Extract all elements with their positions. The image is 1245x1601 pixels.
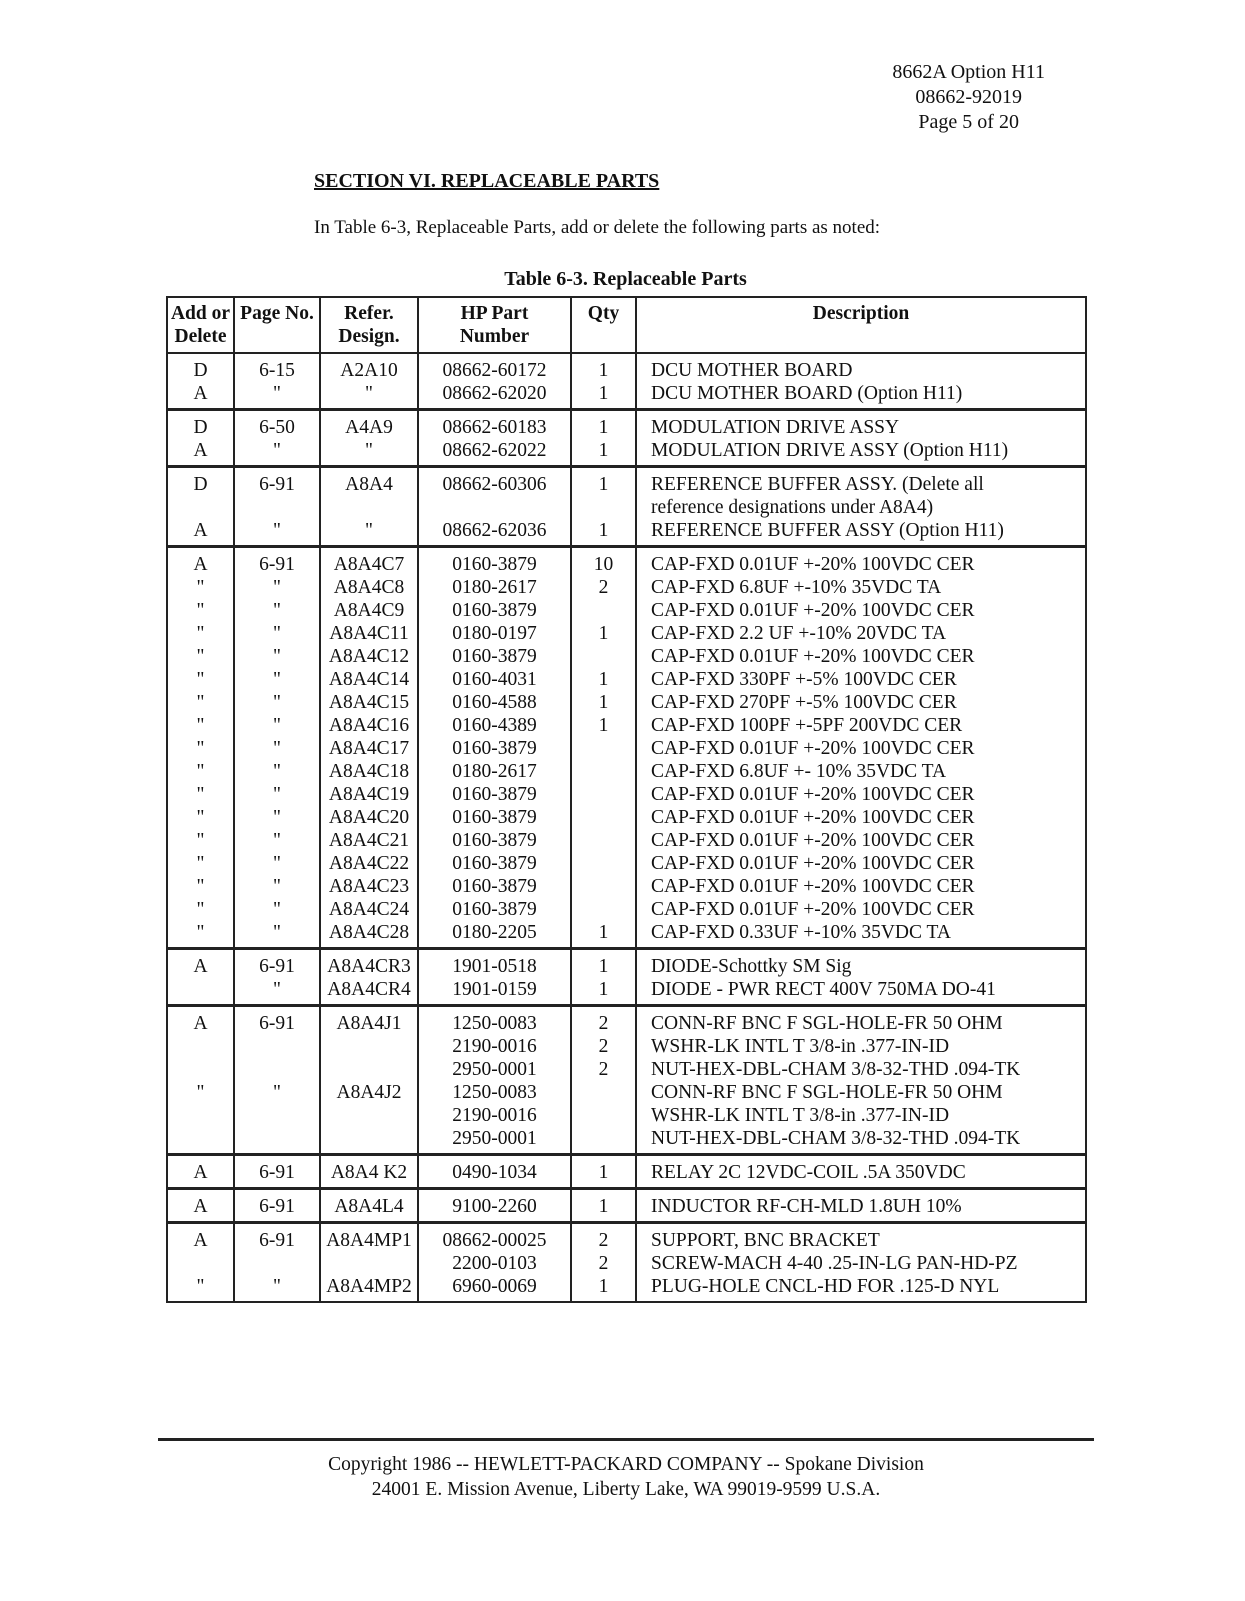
parts-group — [167, 949, 1086, 1006]
cell-description: NUT-HEX-DBL-CHAM 3/8-32-THD .094-TK — [636, 1058, 1086, 1081]
cell-refer-design: A8A4J1 — [320, 1006, 418, 1036]
cell-refer-design: A8A4C17 — [320, 737, 418, 760]
cell-qty — [571, 829, 636, 852]
parts-group — [167, 1189, 1086, 1223]
cell-add-delete — [167, 1127, 234, 1155]
cell-description: MODULATION DRIVE ASSY — [636, 410, 1086, 440]
cell-add-delete: D — [167, 467, 234, 497]
cell-page-no: " — [234, 978, 320, 1006]
cell-add-delete: " — [167, 1081, 234, 1104]
table-header-row — [167, 297, 1086, 353]
cell-description: DCU MOTHER BOARD — [636, 353, 1086, 382]
table-caption: Table 6-3. Replaceable Parts — [504, 268, 747, 290]
cell-add-delete: " — [167, 806, 234, 829]
cell-add-delete: D — [167, 410, 234, 440]
table-row — [167, 353, 1086, 382]
cell-qty — [571, 806, 636, 829]
cell-hp-part-number: 08662-60306 — [418, 467, 571, 497]
document-header — [892, 60, 1045, 135]
cell-page-no — [234, 1035, 320, 1058]
cell-refer-design: A8A4MP1 — [320, 1223, 418, 1253]
document-number: 08662-92019 — [915, 86, 1023, 108]
cell-refer-design: A8A4C9 — [320, 599, 418, 622]
cell-refer-design: A8A4 K2 — [320, 1155, 418, 1189]
cell-refer-design — [320, 1104, 418, 1127]
cell-description: DIODE - PWR RECT 400V 750MA DO-41 — [636, 978, 1086, 1006]
cell-refer-design: A8A4C7 — [320, 547, 418, 577]
cell-refer-design — [320, 1058, 418, 1081]
cell-description: SCREW-MACH 4-40 .25-IN-LG PAN-HD-PZ — [636, 1252, 1086, 1275]
cell-description: PLUG-HOLE CNCL-HD FOR .125-D NYL — [636, 1275, 1086, 1302]
cell-page-no: " — [234, 439, 320, 467]
cell-description: CAP-FXD 0.33UF +-10% 35VDC TA — [636, 921, 1086, 949]
cell-hp-part-number: 0160-3879 — [418, 645, 571, 668]
table-row — [167, 1275, 1086, 1302]
cell-qty: 1 — [571, 714, 636, 737]
parts-group — [167, 1155, 1086, 1189]
cell-qty — [571, 783, 636, 806]
table-row — [167, 668, 1086, 691]
cell-description: CAP-FXD 330PF +-5% 100VDC CER — [636, 668, 1086, 691]
cell-add-delete — [167, 1035, 234, 1058]
cell-refer-design: A8A4C24 — [320, 898, 418, 921]
cell-qty — [571, 760, 636, 783]
cell-page-no: 6-91 — [234, 1189, 320, 1223]
cell-refer-design: A8A4C15 — [320, 691, 418, 714]
cell-refer-design: A8A4C14 — [320, 668, 418, 691]
table-row — [167, 576, 1086, 599]
cell-qty: 1 — [571, 949, 636, 979]
cell-qty — [571, 1127, 636, 1155]
cell-description: WSHR-LK INTL T 3/8-in .377-IN-ID — [636, 1035, 1086, 1058]
cell-page-no: 6-91 — [234, 547, 320, 577]
table-row — [167, 410, 1086, 440]
cell-hp-part-number: 2950-0001 — [418, 1058, 571, 1081]
table-row — [167, 1058, 1086, 1081]
col-header-refer-design: Refer. Design. — [320, 297, 418, 353]
cell-hp-part-number: 9100-2260 — [418, 1189, 571, 1223]
col-header-description: Description — [636, 297, 1086, 353]
cell-hp-part-number: 0180-2205 — [418, 921, 571, 949]
cell-page-no: " — [234, 519, 320, 547]
cell-hp-part-number: 0160-3879 — [418, 829, 571, 852]
cell-refer-design: A8A4J2 — [320, 1081, 418, 1104]
section-title: SECTION VI. REPLACEABLE PARTS — [314, 170, 660, 192]
cell-qty: 2 — [571, 1058, 636, 1081]
parts-group — [167, 410, 1086, 467]
cell-description: CONN-RF BNC F SGL-HOLE-FR 50 OHM — [636, 1081, 1086, 1104]
cell-add-delete: " — [167, 1275, 234, 1302]
cell-hp-part-number: 0160-4588 — [418, 691, 571, 714]
table-row — [167, 1189, 1086, 1223]
cell-page-no: " — [234, 645, 320, 668]
copyright-line: Copyright 1986 -- HEWLETT-PACKARD COMPANY -- Spokane Division — [328, 1454, 924, 1475]
cell-page-no: " — [234, 829, 320, 852]
cell-qty — [571, 1104, 636, 1127]
cell-page-no: 6-15 — [234, 353, 320, 382]
cell-add-delete — [167, 1252, 234, 1275]
cell-page-no: " — [234, 1081, 320, 1104]
cell-description: CAP-FXD 0.01UF +-20% 100VDC CER — [636, 829, 1086, 852]
parts-group — [167, 1223, 1086, 1303]
table-row — [167, 467, 1086, 497]
cell-hp-part-number: 0160-3879 — [418, 783, 571, 806]
cell-page-no: " — [234, 622, 320, 645]
cell-qty: 2 — [571, 1035, 636, 1058]
table-row — [167, 1006, 1086, 1036]
table-row — [167, 496, 1086, 519]
table-row — [167, 783, 1086, 806]
cell-qty: 1 — [571, 410, 636, 440]
cell-add-delete — [167, 1104, 234, 1127]
table-row — [167, 645, 1086, 668]
cell-qty: 1 — [571, 978, 636, 1006]
cell-qty: 1 — [571, 691, 636, 714]
cell-page-no: " — [234, 737, 320, 760]
cell-description: CAP-FXD 270PF +-5% 100VDC CER — [636, 691, 1086, 714]
cell-add-delete — [167, 496, 234, 519]
table-row — [167, 978, 1086, 1006]
cell-qty: 1 — [571, 921, 636, 949]
cell-add-delete: " — [167, 714, 234, 737]
cell-hp-part-number: 08662-60183 — [418, 410, 571, 440]
cell-add-delete: A — [167, 547, 234, 577]
cell-add-delete: A — [167, 439, 234, 467]
cell-refer-design — [320, 1127, 418, 1155]
cell-qty: 2 — [571, 1252, 636, 1275]
table-row — [167, 806, 1086, 829]
cell-hp-part-number: 1901-0159 — [418, 978, 571, 1006]
table-row — [167, 382, 1086, 410]
cell-description: CAP-FXD 6.8UF +-10% 35VDC TA — [636, 576, 1086, 599]
cell-hp-part-number: 0160-4389 — [418, 714, 571, 737]
table-row — [167, 898, 1086, 921]
cell-add-delete: " — [167, 783, 234, 806]
cell-description: DCU MOTHER BOARD (Option H11) — [636, 382, 1086, 410]
cell-description: CAP-FXD 0.01UF +-20% 100VDC CER — [636, 599, 1086, 622]
table-row — [167, 760, 1086, 783]
cell-refer-design: A8A4C11 — [320, 622, 418, 645]
cell-page-no: " — [234, 921, 320, 949]
cell-qty — [571, 645, 636, 668]
table-row — [167, 1081, 1086, 1104]
cell-add-delete: A — [167, 1189, 234, 1223]
cell-page-no: 6-91 — [234, 467, 320, 497]
cell-page-no — [234, 1252, 320, 1275]
cell-refer-design: A8A4C16 — [320, 714, 418, 737]
cell-add-delete: " — [167, 622, 234, 645]
cell-hp-part-number: 2950-0001 — [418, 1127, 571, 1155]
cell-refer-design: A8A4CR3 — [320, 949, 418, 979]
cell-page-no: " — [234, 898, 320, 921]
cell-refer-design: A4A9 — [320, 410, 418, 440]
cell-add-delete: " — [167, 737, 234, 760]
cell-qty: 1 — [571, 519, 636, 547]
cell-description: CAP-FXD 0.01UF +-20% 100VDC CER — [636, 898, 1086, 921]
cell-qty: 2 — [571, 1223, 636, 1253]
cell-qty — [571, 875, 636, 898]
cell-qty — [571, 496, 636, 519]
cell-page-no: " — [234, 875, 320, 898]
cell-description: SUPPORT, BNC BRACKET — [636, 1223, 1086, 1253]
cell-hp-part-number — [418, 496, 571, 519]
cell-refer-design: A8A4C19 — [320, 783, 418, 806]
cell-qty — [571, 852, 636, 875]
col-header-hp-part-number: HP Part Number — [418, 297, 571, 353]
cell-description: CAP-FXD 2.2 UF +-10% 20VDC TA — [636, 622, 1086, 645]
cell-description: MODULATION DRIVE ASSY (Option H11) — [636, 439, 1086, 467]
cell-page-no: 6-50 — [234, 410, 320, 440]
col-header-page-no: Page No. — [234, 297, 320, 353]
cell-page-no: " — [234, 599, 320, 622]
cell-add-delete: " — [167, 829, 234, 852]
cell-refer-design: A8A4C12 — [320, 645, 418, 668]
cell-page-no — [234, 496, 320, 519]
table-row — [167, 1155, 1086, 1189]
model-option: 8662A Option H11 — [892, 61, 1045, 83]
cell-page-no: " — [234, 852, 320, 875]
cell-hp-part-number: 0160-3879 — [418, 875, 571, 898]
cell-hp-part-number: 08662-00025 — [418, 1223, 571, 1253]
cell-hp-part-number: 0160-3879 — [418, 737, 571, 760]
cell-description: CAP-FXD 0.01UF +-20% 100VDC CER — [636, 737, 1086, 760]
cell-page-no: " — [234, 576, 320, 599]
cell-page-no: 6-91 — [234, 1006, 320, 1036]
cell-add-delete: " — [167, 852, 234, 875]
cell-page-no: " — [234, 382, 320, 410]
cell-refer-design: A8A4C20 — [320, 806, 418, 829]
cell-add-delete: D — [167, 353, 234, 382]
footer — [158, 1452, 1094, 1502]
cell-hp-part-number: 0160-3879 — [418, 806, 571, 829]
cell-hp-part-number: 0160-3879 — [418, 852, 571, 875]
cell-description: CONN-RF BNC F SGL-HOLE-FR 50 OHM — [636, 1006, 1086, 1036]
cell-qty: 10 — [571, 547, 636, 577]
cell-hp-part-number: 0160-3879 — [418, 898, 571, 921]
cell-refer-design: A8A4C22 — [320, 852, 418, 875]
cell-qty — [571, 1081, 636, 1104]
cell-page-no — [234, 1127, 320, 1155]
cell-description: REFERENCE BUFFER ASSY. (Delete all — [636, 467, 1086, 497]
table-row — [167, 949, 1086, 979]
cell-hp-part-number: 0160-4031 — [418, 668, 571, 691]
table-row — [167, 737, 1086, 760]
cell-refer-design: A2A10 — [320, 353, 418, 382]
replaceable-parts-table — [166, 296, 1087, 1303]
cell-refer-design: A8A4C21 — [320, 829, 418, 852]
parts-group — [167, 547, 1086, 949]
cell-qty: 1 — [571, 1275, 636, 1302]
cell-add-delete: A — [167, 1006, 234, 1036]
cell-description: CAP-FXD 0.01UF +-20% 100VDC CER — [636, 806, 1086, 829]
parts-group — [167, 353, 1086, 410]
cell-description: WSHR-LK INTL T 3/8-in .377-IN-ID — [636, 1104, 1086, 1127]
cell-add-delete: " — [167, 599, 234, 622]
cell-page-no: " — [234, 1275, 320, 1302]
cell-page-no — [234, 1104, 320, 1127]
cell-hp-part-number: 08662-62022 — [418, 439, 571, 467]
cell-add-delete: " — [167, 898, 234, 921]
cell-refer-design — [320, 496, 418, 519]
table-row — [167, 1035, 1086, 1058]
table-row — [167, 852, 1086, 875]
cell-add-delete: A — [167, 1155, 234, 1189]
cell-description: REFERENCE BUFFER ASSY (Option H11) — [636, 519, 1086, 547]
cell-add-delete: A — [167, 382, 234, 410]
cell-refer-design — [320, 1035, 418, 1058]
cell-hp-part-number: 08662-62020 — [418, 382, 571, 410]
cell-description: CAP-FXD 6.8UF +- 10% 35VDC TA — [636, 760, 1086, 783]
cell-description: RELAY 2C 12VDC-COIL .5A 350VDC — [636, 1155, 1086, 1189]
cell-hp-part-number: 0490-1034 — [418, 1155, 571, 1189]
cell-qty: 1 — [571, 1155, 636, 1189]
cell-add-delete — [167, 1058, 234, 1081]
cell-add-delete: A — [167, 1223, 234, 1253]
cell-page-no: " — [234, 806, 320, 829]
table-row — [167, 439, 1086, 467]
cell-hp-part-number: 0180-2617 — [418, 576, 571, 599]
cell-add-delete: " — [167, 576, 234, 599]
table-row — [167, 1252, 1086, 1275]
cell-qty: 2 — [571, 1006, 636, 1036]
cell-description: CAP-FXD 0.01UF +-20% 100VDC CER — [636, 547, 1086, 577]
cell-page-no: 6-91 — [234, 949, 320, 979]
cell-qty: 2 — [571, 576, 636, 599]
cell-add-delete: " — [167, 760, 234, 783]
col-header-add-delete: Add or Delete — [167, 297, 234, 353]
cell-add-delete: A — [167, 519, 234, 547]
cell-refer-design: A8A4L4 — [320, 1189, 418, 1223]
table-row — [167, 622, 1086, 645]
table-row — [167, 519, 1086, 547]
cell-refer-design: A8A4C23 — [320, 875, 418, 898]
cell-page-no: " — [234, 760, 320, 783]
cell-refer-design: A8A4C28 — [320, 921, 418, 949]
cell-refer-design: A8A4MP2 — [320, 1275, 418, 1302]
cell-refer-design — [320, 1252, 418, 1275]
page-number: Page 5 of 20 — [918, 111, 1019, 133]
cell-hp-part-number: 08662-60172 — [418, 353, 571, 382]
cell-hp-part-number: 2200-0103 — [418, 1252, 571, 1275]
cell-add-delete: " — [167, 645, 234, 668]
table-row — [167, 1127, 1086, 1155]
intro-text: In Table 6-3, Replaceable Parts, add or delete the following parts as noted: — [314, 217, 881, 238]
cell-qty: 1 — [571, 353, 636, 382]
cell-add-delete: " — [167, 875, 234, 898]
cell-description: DIODE-Schottky SM Sig — [636, 949, 1086, 979]
cell-hp-part-number: 1250-0083 — [418, 1081, 571, 1104]
cell-qty: 1 — [571, 382, 636, 410]
parts-group — [167, 467, 1086, 547]
cell-page-no: 6-91 — [234, 1223, 320, 1253]
cell-page-no: " — [234, 668, 320, 691]
cell-add-delete — [167, 978, 234, 1006]
table-row — [167, 599, 1086, 622]
cell-hp-part-number: 1901-0518 — [418, 949, 571, 979]
cell-description: NUT-HEX-DBL-CHAM 3/8-32-THD .094-TK — [636, 1127, 1086, 1155]
cell-description: CAP-FXD 0.01UF +-20% 100VDC CER — [636, 875, 1086, 898]
cell-hp-part-number: 08662-62036 — [418, 519, 571, 547]
cell-hp-part-number: 6960-0069 — [418, 1275, 571, 1302]
table-row — [167, 714, 1086, 737]
cell-refer-design: " — [320, 519, 418, 547]
cell-refer-design: A8A4CR4 — [320, 978, 418, 1006]
cell-qty — [571, 737, 636, 760]
table-row — [167, 1223, 1086, 1253]
cell-add-delete: A — [167, 949, 234, 979]
cell-page-no — [234, 1058, 320, 1081]
col-header-qty: Qty — [571, 297, 636, 353]
cell-description: INDUCTOR RF-CH-MLD 1.8UH 10% — [636, 1189, 1086, 1223]
cell-page-no: " — [234, 691, 320, 714]
cell-page-no: " — [234, 714, 320, 737]
table-row — [167, 875, 1086, 898]
cell-hp-part-number: 0160-3879 — [418, 547, 571, 577]
cell-qty — [571, 599, 636, 622]
cell-add-delete: " — [167, 691, 234, 714]
cell-page-no: 6-91 — [234, 1155, 320, 1189]
address-line: 24001 E. Mission Avenue, Liberty Lake, WA 99019-9599 U.S.A. — [371, 1479, 881, 1500]
cell-hp-part-number: 0160-3879 — [418, 599, 571, 622]
cell-description: CAP-FXD 100PF +-5PF 200VDC CER — [636, 714, 1086, 737]
cell-refer-design: " — [320, 439, 418, 467]
cell-description: reference designations under A8A4) — [636, 496, 1086, 519]
cell-description: CAP-FXD 0.01UF +-20% 100VDC CER — [636, 645, 1086, 668]
cell-refer-design: A8A4C18 — [320, 760, 418, 783]
parts-group — [167, 1006, 1086, 1155]
cell-hp-part-number: 1250-0083 — [418, 1006, 571, 1036]
cell-refer-design: " — [320, 382, 418, 410]
cell-qty: 1 — [571, 668, 636, 691]
cell-hp-part-number: 0180-2617 — [418, 760, 571, 783]
table-row — [167, 829, 1086, 852]
table-row — [167, 1104, 1086, 1127]
cell-qty: 1 — [571, 467, 636, 497]
cell-hp-part-number: 2190-0016 — [418, 1104, 571, 1127]
cell-page-no: " — [234, 783, 320, 806]
footer-divider — [158, 1438, 1094, 1441]
cell-description: CAP-FXD 0.01UF +-20% 100VDC CER — [636, 852, 1086, 875]
cell-description: CAP-FXD 0.01UF +-20% 100VDC CER — [636, 783, 1086, 806]
cell-refer-design: A8A4C8 — [320, 576, 418, 599]
cell-qty: 1 — [571, 439, 636, 467]
cell-hp-part-number: 0180-0197 — [418, 622, 571, 645]
cell-qty: 1 — [571, 622, 636, 645]
cell-add-delete: " — [167, 921, 234, 949]
table-row — [167, 921, 1086, 949]
table-row — [167, 547, 1086, 577]
cell-refer-design: A8A4 — [320, 467, 418, 497]
table-row — [167, 691, 1086, 714]
cell-hp-part-number: 2190-0016 — [418, 1035, 571, 1058]
cell-add-delete: " — [167, 668, 234, 691]
cell-qty: 1 — [571, 1189, 636, 1223]
cell-qty — [571, 898, 636, 921]
